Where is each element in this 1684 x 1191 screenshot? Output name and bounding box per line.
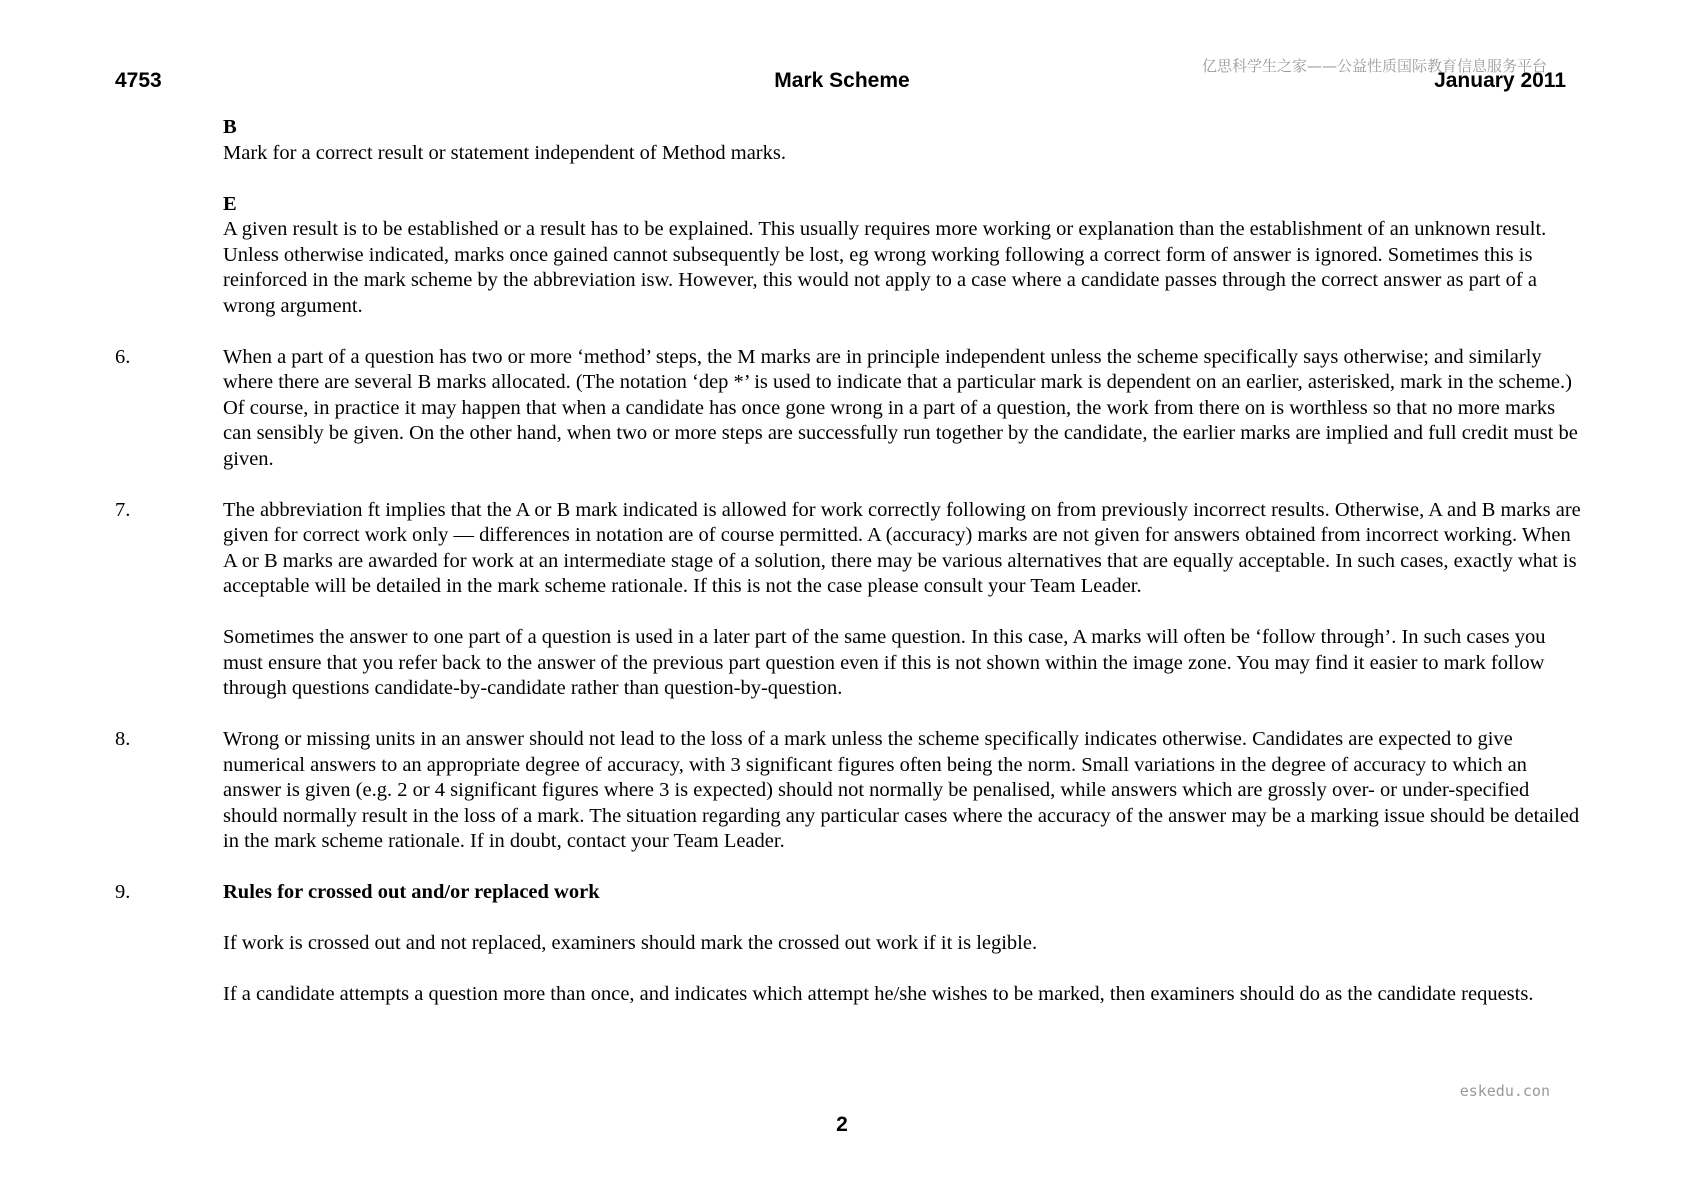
item-9-heading: Rules for crossed out and/or replaced work [223, 881, 600, 903]
item-8-number: 8. [115, 728, 131, 750]
item-8 [0, 727, 1684, 855]
section-e-heading: E [223, 192, 237, 215]
section-e-text-1: A given result is to be established or a result has to be explained. This usually requires more working or explanation than the establishment of an unknown result. [223, 218, 1547, 240]
item-8-text: Wrong or missing units in an answer should not lead to the loss of a mark unless the scheme specifically indicates otherwise. Candidates are expected to give numerical answers to an appropriate degree of accuracy, with 3 significant figures often being the norm. Small variations in the degree of accuracy to which an answer is given (e.g. 2 or 4 significant figures where 3 is expected) should not normally be penalised, while answers which are grossly over- or under-specified should normally result in the loss of a mark. The situation regarding any particular cases where the accuracy of the answer may be a marking issue should be detailed in the mark scheme rationale. If in doubt, contact your Team Leader. [223, 728, 1580, 852]
item-7-text-1: The abbreviation ft implies that the A or B mark indicated is allowed for work correctly following on from previously incorrect results. Otherwise, A and B marks are given for correct work only — differences in notation are of course permitted. A (accuracy) marks are not given for answers obtained from incorrect working. When A or B marks are awarded for work at an intermediate stage of a solution, there may be various alternatives that are equally acceptable. In such cases, exactly what is acceptable will be detailed in the mark scheme rationale. If this is not the case please consult your Team Leader. [223, 498, 1581, 597]
page-number: 2 [836, 1113, 848, 1136]
item-9-text-1: If work is crossed out and not replaced, examiners should mark the crossed out work if it is legible. [223, 932, 1038, 954]
item-9-text-2: If a candidate attempts a question more than once, and indicates which attempt he/she wishes to be marked, then examiners should do as the candidate requests. [223, 983, 1534, 1005]
document-body [0, 115, 1684, 1008]
item-6 [0, 345, 1684, 473]
section-b-text: Mark for a correct result or statement independent of Method marks. [223, 141, 786, 164]
section-b-heading: B [223, 116, 237, 138]
item-9-number: 9. [115, 881, 131, 903]
section-e-text-2: Unless otherwise indicated, marks once gained cannot subsequently be lost, eg wrong working following a correct form of answer is ignored. Sometimes this is reinforced in the mark scheme by the abbreviation isw. However, this would not apply to a case where a candidate passes through the correct answer as part of a wrong argument. [223, 243, 1537, 317]
item-6-number: 6. [115, 345, 131, 368]
watermark-top: 亿思科学生之家——公益性质国际教育信息服务平台 [1201, 57, 1547, 75]
exam-date: January 2011 [1434, 69, 1566, 92]
item-7 [0, 498, 1684, 702]
item-7-text-2: Sometimes the answer to one part of a question is used in a later part of the same question. In this case, A marks will often be ‘follow through’. In such cases you must ensure that you refer back to the answer of the previous part question even if this is not shown within the image zone. You may find it easier to mark follow through questions candidate-by-candidate rather than question-by-question. [223, 626, 1546, 699]
watermark-bottom: eskedu.con [1459, 1082, 1550, 1100]
paper-code: 4753 [115, 69, 162, 92]
item-6-text: When a part of a question has two or more ‘method’ steps, the M marks are in principle independent unless the scheme specifically says otherwise; and similarly where there are several B marks allocated. (The notation ‘dep *’ is used to indicate that a particular mark is dependent on an earlier, asterisked, mark in the scheme.) Of course, in practice it may happen that when a candidate has once gone wrong in a part of a question, the work from there on is worthless so that no more marks can sensibly be given. On the other hand, when two or more steps are successfully run together by the candidate, the earlier marks are implied and full credit must be given. [223, 345, 1578, 470]
section-b [0, 115, 1684, 166]
item-9 [0, 880, 1684, 1008]
page-title: Mark Scheme [774, 69, 910, 92]
section-e [0, 192, 1684, 320]
item-7-number: 7. [115, 498, 131, 521]
